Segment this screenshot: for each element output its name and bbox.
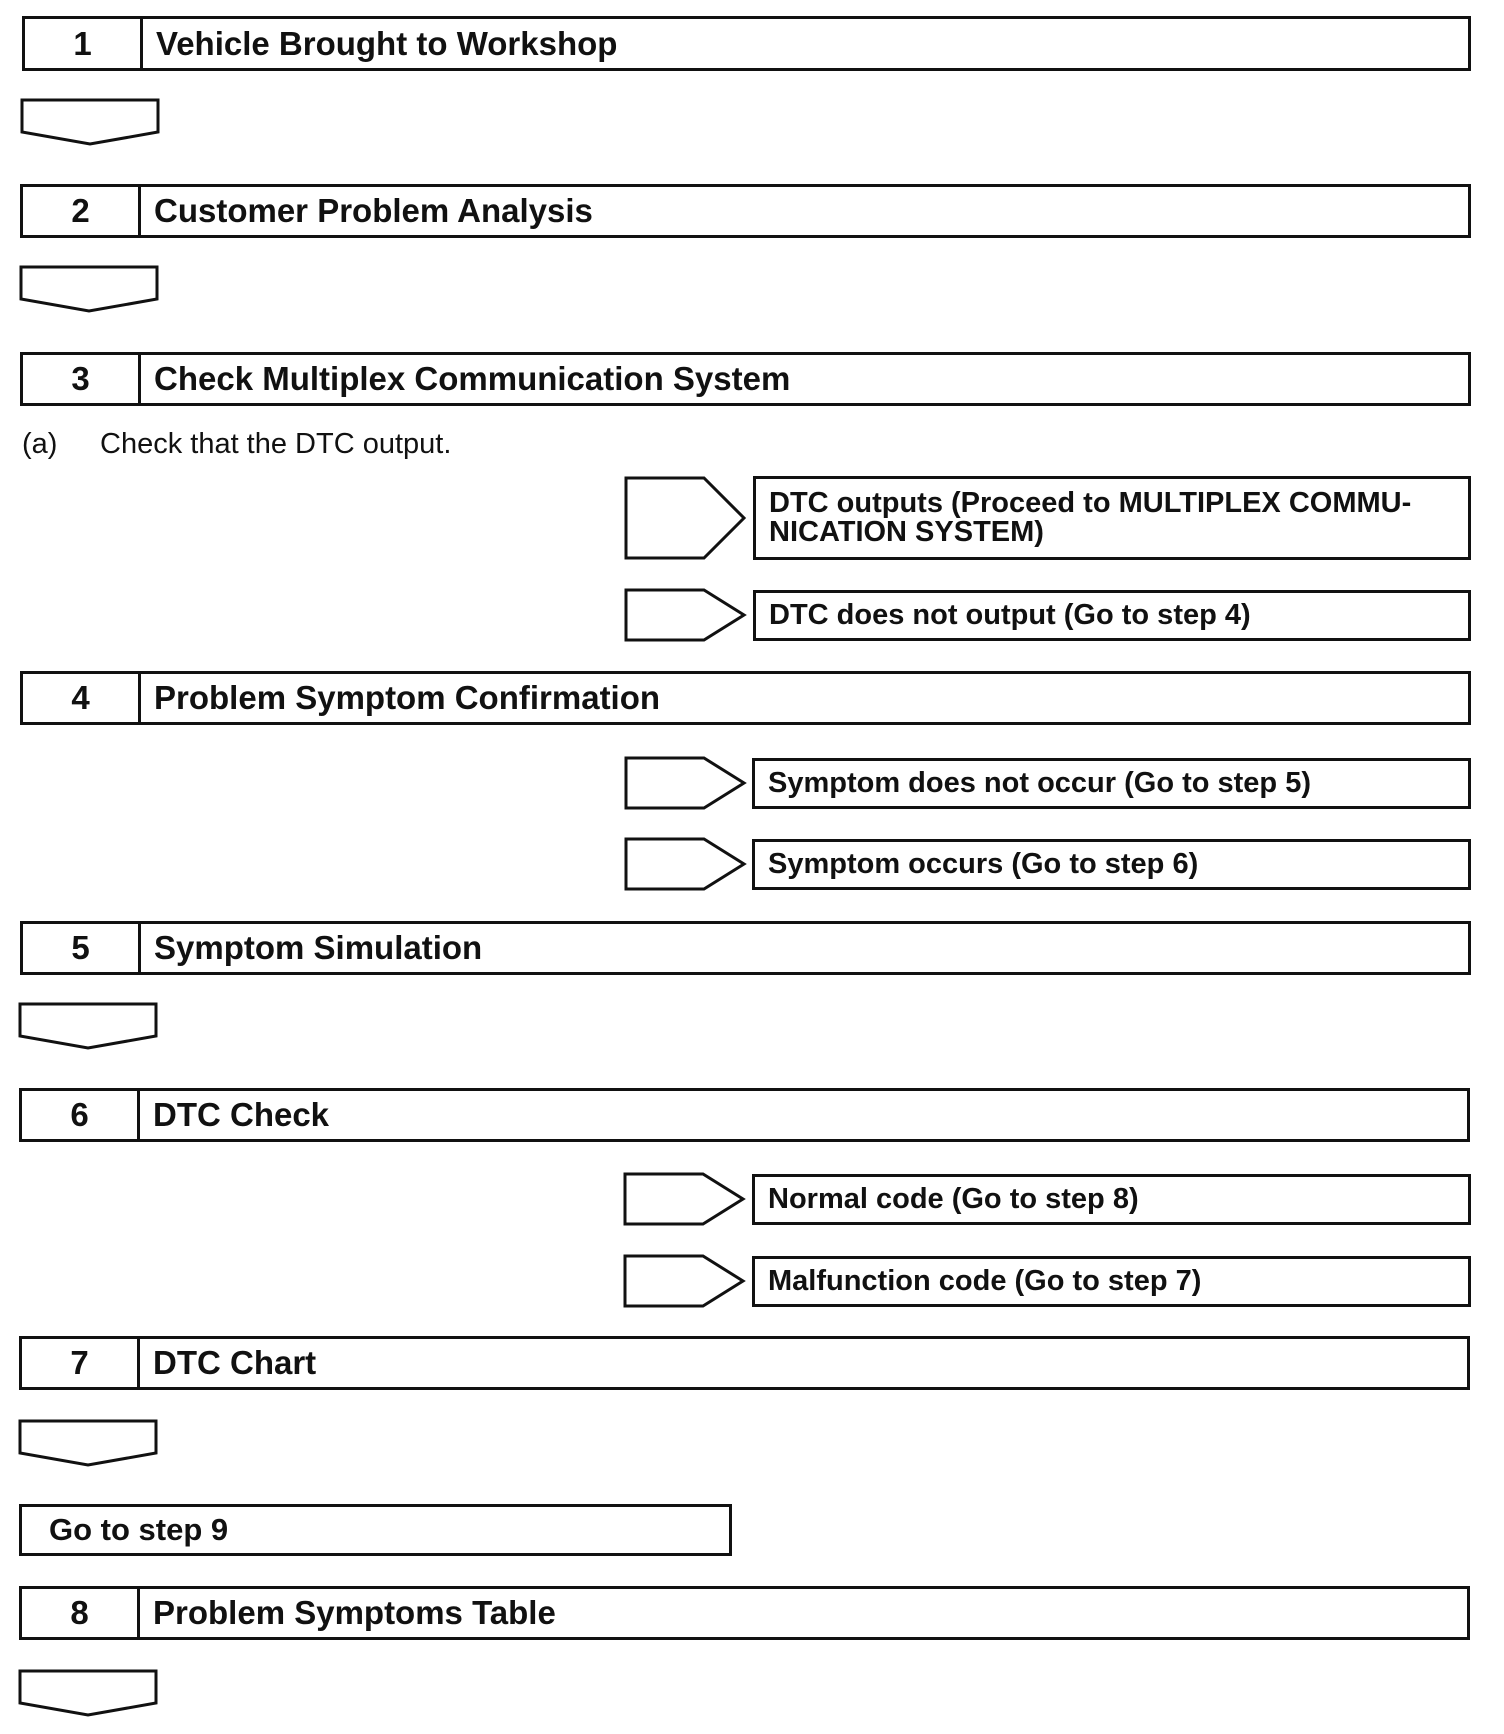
step-8: [19, 1586, 1470, 1640]
step-3-note: [22, 428, 451, 461]
note-text: Check that the DTC output.: [100, 428, 452, 460]
branch-result-dtc-outputs: DTC outputs (Proceed to MULTIPLEX COMMU-NICATION SYSTEM): [753, 476, 1471, 560]
right-arrow-icon: [623, 1254, 747, 1308]
step-1: [22, 16, 1471, 71]
step-title: Customer Problem Analysis: [154, 192, 593, 229]
note-tag: (a): [22, 428, 58, 460]
step-title: Vehicle Brought to Workshop: [156, 24, 618, 62]
branch-result-dtc-no-output: DTC does not output (Go to step 4): [753, 590, 1471, 641]
step-title: DTC Chart: [153, 1344, 317, 1381]
step-5: [20, 921, 1471, 975]
step-title: Check Multiplex Communication System: [154, 360, 791, 397]
step-number: 1: [25, 19, 143, 68]
branch-result-symptom-occurs: Symptom occurs (Go to step 6): [752, 839, 1471, 890]
step-number: 5: [23, 924, 141, 972]
step-title: Problem Symptom Confirmation: [154, 679, 661, 716]
branch-result-malfunction-code: Malfunction code (Go to step 7): [752, 1256, 1471, 1307]
right-arrow-icon: [624, 476, 748, 560]
right-arrow-icon: [624, 588, 748, 642]
step-3: [20, 352, 1471, 406]
goto-step-9-box: Go to step 9: [19, 1504, 732, 1556]
down-arrow-icon: [18, 1669, 160, 1719]
branch-result-symptom-not-occur: Symptom does not occur (Go to step 5): [752, 758, 1471, 809]
step-number: 7: [22, 1339, 140, 1387]
step-number: 3: [23, 355, 141, 403]
step-title: Problem Symptoms Table: [153, 1594, 556, 1631]
down-arrow-icon: [18, 1419, 160, 1469]
right-arrow-icon: [624, 837, 748, 891]
step-6: [19, 1088, 1470, 1142]
step-title: Symptom Simulation: [154, 929, 483, 966]
down-arrow-icon: [20, 98, 162, 148]
down-arrow-icon: [18, 1002, 160, 1052]
down-arrow-icon: [19, 265, 161, 315]
right-arrow-icon: [624, 756, 748, 810]
step-2: [20, 184, 1471, 238]
step-number: 2: [23, 187, 141, 235]
step-number: 6: [22, 1091, 140, 1139]
step-7: [19, 1336, 1470, 1390]
branch-result-normal-code: Normal code (Go to step 8): [752, 1174, 1471, 1225]
step-number: 8: [22, 1589, 140, 1637]
right-arrow-icon: [623, 1172, 747, 1226]
step-number: 4: [23, 674, 141, 722]
step-4: [20, 671, 1471, 725]
step-title: DTC Check: [153, 1096, 330, 1133]
